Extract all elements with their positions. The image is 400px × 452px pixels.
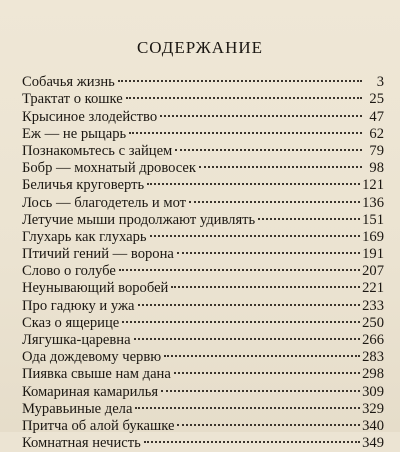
toc-entry-page-number: 169 bbox=[362, 228, 384, 245]
toc-entry-title: Глухарь как глухарь bbox=[22, 228, 147, 245]
toc-entry-title: Сказ о ящерице bbox=[22, 314, 120, 331]
toc-entry-title: Муравьиные дела bbox=[22, 400, 133, 417]
toc-entry-page-number: 62 bbox=[369, 125, 384, 142]
toc-entry-title: Крысиное злодейство bbox=[22, 108, 158, 125]
toc-entry-title: Про гадюку и ужа bbox=[22, 297, 135, 314]
toc-entry-title: Лось — благодетель и мот bbox=[22, 194, 187, 211]
toc-entry-page-number: 266 bbox=[362, 332, 384, 348]
toc-entry-page-number: 250 bbox=[362, 314, 384, 331]
toc-entry-title: Познакомьтесь с зайцем bbox=[22, 142, 173, 159]
toc-entry-page-number: 309 bbox=[362, 383, 384, 400]
toc-entry-title: Ода дождевому червю bbox=[22, 349, 162, 366]
toc-entry-page-number: 25 bbox=[369, 91, 384, 108]
toc-entry-page-number: 283 bbox=[362, 349, 384, 366]
toc-entry-page-number: 340 bbox=[362, 417, 384, 434]
toc-entry-title: Собачья жизнь bbox=[22, 74, 115, 91]
toc-entry-page-number: 349 bbox=[362, 435, 384, 452]
toc-entry-page-number: 298 bbox=[362, 366, 384, 383]
toc-entry-title: Беличья круговерть bbox=[22, 177, 145, 194]
toc-entry-title: Бобр — мохнатый дровосек bbox=[22, 160, 196, 177]
toc-entry-title: Летучие мыши продолжают удивлять bbox=[22, 211, 256, 228]
toc-entry-title: Птичий гений — ворона bbox=[22, 246, 174, 263]
toc-entry-title: Лягушка-царевна bbox=[22, 332, 131, 348]
table-of-contents bbox=[22, 67, 384, 452]
toc-entry-title: Притча об алой букашке bbox=[22, 417, 175, 434]
toc-entry-page-number: 3 bbox=[376, 74, 384, 91]
toc-entry-title: Комариная камарилья bbox=[22, 383, 159, 400]
toc-entry-page-number: 207 bbox=[362, 263, 384, 280]
toc-entry-title: Еж — не рыцарь bbox=[22, 125, 127, 142]
dot-leader bbox=[144, 424, 360, 443]
toc-entry-title: Трактат о кошке bbox=[22, 91, 123, 108]
page-title: СОДЕРЖАНИЕ bbox=[136, 38, 264, 57]
toc-entry-page-number: 121 bbox=[362, 177, 384, 194]
toc-entry-page-number: 191 bbox=[362, 246, 384, 263]
toc-entry-page-number: 79 bbox=[369, 142, 384, 159]
toc-entry-title: Слово о голубе bbox=[22, 263, 116, 280]
toc-entry-title: Пиявка свыше нам дана bbox=[22, 366, 171, 383]
toc-entry-page-number: 98 bbox=[369, 160, 384, 177]
toc-entry-page-number: 221 bbox=[362, 280, 384, 297]
toc-entry-page-number: 329 bbox=[362, 400, 384, 417]
toc-entry-page-number: 233 bbox=[362, 297, 384, 314]
toc-entry-page-number: 151 bbox=[362, 211, 384, 228]
toc-entry-title: Комнатная нечисть bbox=[22, 435, 141, 452]
toc-entry-title: Неунывающий воробей bbox=[22, 280, 169, 297]
toc-entry-page-number: 47 bbox=[369, 108, 384, 125]
toc-entry-page-number: 136 bbox=[362, 194, 384, 211]
